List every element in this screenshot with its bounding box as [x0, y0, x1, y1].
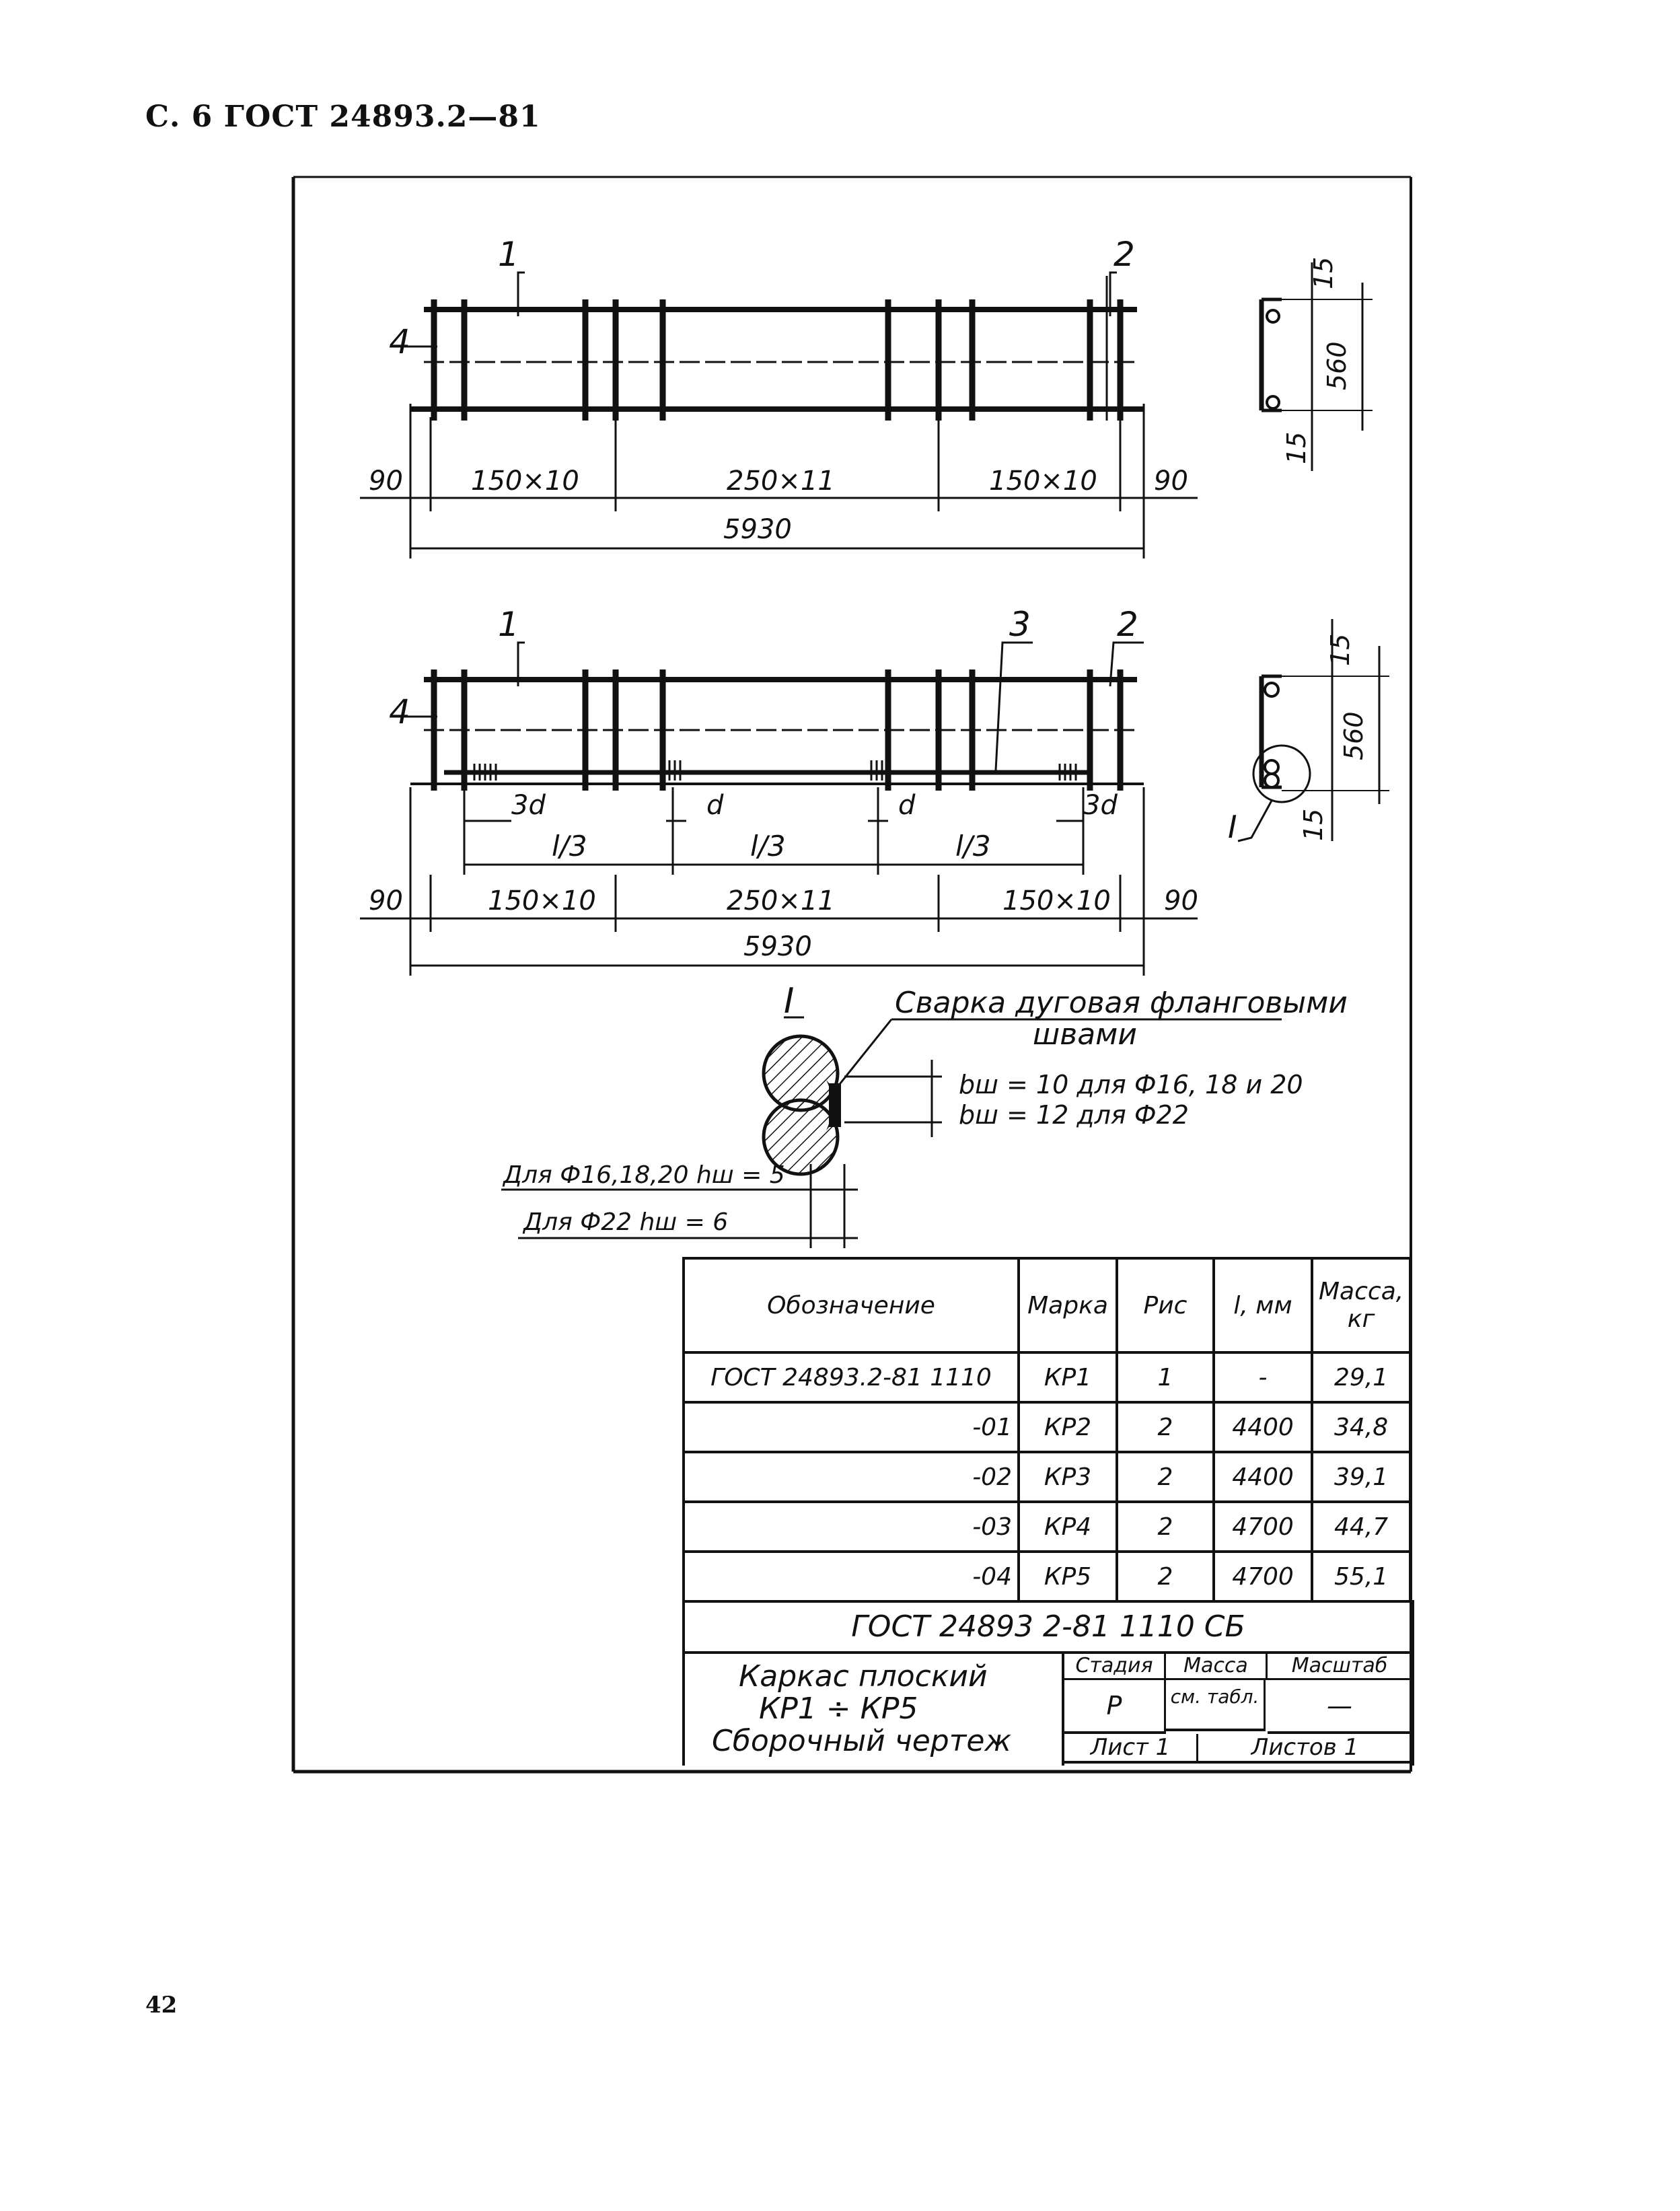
- dim-text: 90: [1154, 466, 1188, 497]
- weld-width-1: bш = 10 для Ф16, 18 и 20: [959, 1070, 1303, 1099]
- sheet-number: Лист 1: [1064, 1734, 1198, 1764]
- dim-text: l/3: [750, 830, 786, 863]
- dim-text: 3d: [511, 790, 546, 821]
- weld-title: Сварка дуговая фланговыми: [895, 986, 1348, 1020]
- view-2-cage: [410, 669, 1144, 791]
- cell-designation: -03: [684, 1502, 1019, 1552]
- standard-number: ГОСТ 24893.2—81: [223, 100, 541, 134]
- cell-mass: 55,1: [1312, 1552, 1410, 1601]
- table-row: [684, 1402, 1410, 1452]
- col-header: Марка: [1019, 1258, 1117, 1352]
- cell-length: 4700: [1214, 1502, 1312, 1552]
- stage-value: Р: [1064, 1680, 1166, 1734]
- cell-mass: 29,1: [1312, 1352, 1410, 1402]
- dim-text: l/3: [552, 830, 587, 863]
- dim-text: 90: [369, 885, 403, 916]
- cell-figure: 2: [1117, 1552, 1214, 1601]
- dim-text: 90: [369, 466, 403, 497]
- col-header: Масса, кг: [1312, 1258, 1410, 1352]
- dim-text: 250×11: [727, 885, 835, 916]
- leader-label: 2: [1117, 605, 1138, 644]
- dim-text: 150×10: [1002, 885, 1111, 916]
- dim-text: 560: [1322, 341, 1352, 390]
- dim-text: 15: [1299, 808, 1328, 841]
- dim-text: 150×10: [488, 885, 596, 916]
- specification-table: [682, 1257, 1412, 1603]
- leader-label: 2: [1113, 235, 1135, 274]
- detail-label: I: [784, 981, 795, 1021]
- dim-text: d: [706, 790, 724, 821]
- cell-mass: 44,7: [1312, 1502, 1410, 1552]
- mass-label: Масса: [1166, 1654, 1268, 1680]
- sheet-count: Листов 1: [1198, 1734, 1412, 1764]
- view-1-leaders: [389, 235, 1135, 361]
- cell-figure: 1: [1117, 1352, 1214, 1402]
- detail-mark: I: [1228, 809, 1237, 845]
- cell-length: 4700: [1214, 1552, 1312, 1601]
- cell-designation: -02: [684, 1452, 1019, 1502]
- dim-text: 250×11: [727, 466, 835, 497]
- weld-height-1: Для Ф16,18,20 hш = 5: [503, 1161, 785, 1189]
- dim-text: 90: [1164, 885, 1198, 916]
- scale-value: —: [1268, 1680, 1412, 1734]
- dim-text: d: [898, 790, 916, 821]
- cell-figure: 2: [1117, 1452, 1214, 1502]
- cell-designation: -04: [684, 1552, 1019, 1601]
- cell-mass: 34,8: [1312, 1402, 1410, 1452]
- leader-label: 3: [1009, 605, 1031, 644]
- cell-mark: КР5: [1019, 1552, 1117, 1601]
- title-line: Сборочный чертеж: [712, 1724, 1012, 1758]
- weld-height-2: Для Ф22 hш = 6: [523, 1208, 729, 1236]
- table-row: [684, 1352, 1410, 1402]
- cell-designation: ГОСТ 24893.2-81 1110: [684, 1352, 1019, 1402]
- dim-text: 15: [1325, 633, 1355, 666]
- page-prefix: С. 6: [145, 100, 213, 134]
- leader-label: 1: [498, 605, 519, 644]
- document-code: ГОСТ 24893 2-81 1110 СБ: [685, 1603, 1412, 1654]
- stage-label: Стадия: [1064, 1654, 1166, 1680]
- dim-text: 15: [1282, 431, 1311, 464]
- view-1-cage: [410, 276, 1144, 421]
- view-2-weld-dims: [464, 787, 1118, 875]
- leader-label: 1: [498, 235, 519, 274]
- cell-figure: 2: [1117, 1502, 1214, 1552]
- cell-mass: 39,1: [1312, 1452, 1410, 1502]
- title-name: [685, 1654, 1064, 1766]
- col-header: Рис: [1117, 1258, 1214, 1352]
- view-1-section: [1262, 257, 1373, 471]
- weld-width-2: bш = 12 для Ф22: [959, 1100, 1189, 1130]
- cell-designation: -01: [684, 1402, 1019, 1452]
- scale-label: Масштаб: [1268, 1654, 1412, 1680]
- view-1-dimensions: [360, 404, 1198, 558]
- title-line: КР1 ÷ КР5: [759, 1692, 918, 1726]
- cell-mark: КР2: [1019, 1402, 1117, 1452]
- dim-text: l/3: [955, 830, 991, 863]
- table-row: [684, 1452, 1410, 1502]
- col-header: Обозначение: [684, 1258, 1019, 1352]
- table-row: [684, 1502, 1410, 1552]
- cell-mark: КР1: [1019, 1352, 1117, 1402]
- dim-text: 3d: [1083, 790, 1118, 821]
- leader-label: 4: [389, 322, 410, 361]
- mass-value: см. табл.: [1166, 1680, 1266, 1731]
- cell-mark: КР3: [1019, 1452, 1117, 1502]
- cell-length: 4400: [1214, 1402, 1312, 1452]
- cell-length: -: [1214, 1352, 1312, 1402]
- title-attributes: [1064, 1654, 1412, 1766]
- page-number: 42: [145, 1992, 178, 2019]
- dim-text: 150×10: [989, 466, 1097, 497]
- view-2-section: [1228, 619, 1389, 845]
- cell-mark: КР4: [1019, 1502, 1117, 1552]
- view-2-leaders: [389, 605, 1144, 770]
- table-row: [684, 1552, 1410, 1601]
- leader-label: 4: [389, 692, 410, 731]
- title-line: Каркас плоский: [739, 1659, 988, 1694]
- detail-i: [501, 981, 1348, 1248]
- dim-text: 560: [1339, 711, 1368, 760]
- view-2-dimensions: [360, 787, 1198, 976]
- dim-text: 150×10: [471, 466, 579, 497]
- dim-total: 5930: [743, 931, 812, 962]
- table-header: [684, 1258, 1410, 1352]
- title-block: [682, 1600, 1414, 1766]
- dim-text: 15: [1309, 256, 1338, 289]
- cell-length: 4400: [1214, 1452, 1312, 1502]
- col-header: l, мм: [1214, 1258, 1312, 1352]
- dim-total: 5930: [723, 514, 792, 545]
- weld-title: швами: [1033, 1017, 1137, 1052]
- cell-figure: 2: [1117, 1402, 1214, 1452]
